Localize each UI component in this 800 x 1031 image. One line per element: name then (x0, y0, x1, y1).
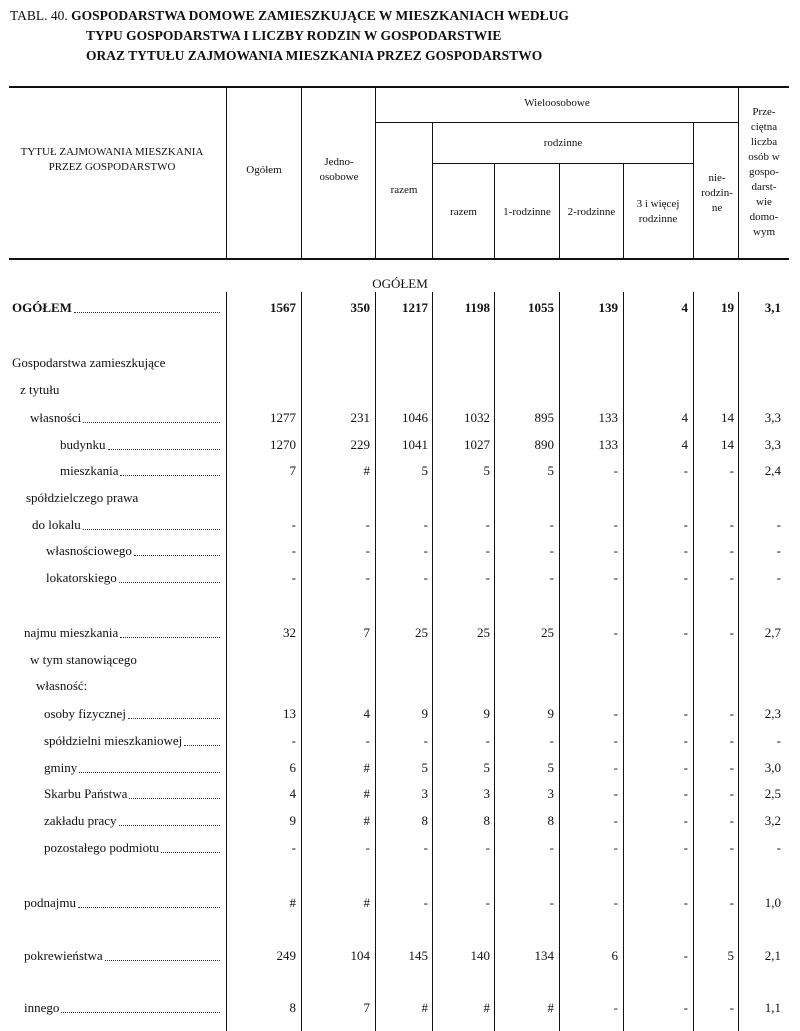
table-cell: 5 (547, 760, 554, 775)
row-label: zakładu pracy (44, 813, 117, 828)
table-cell: - (683, 706, 688, 721)
table-cell: - (683, 1000, 688, 1015)
table-cell: - (683, 463, 688, 478)
table-cell: 2,7 (764, 625, 781, 640)
table-cell: 140 (470, 948, 490, 963)
table-cell: 13 (283, 706, 296, 721)
table-cell: - (613, 463, 618, 478)
header-przecietna: Prze-ciętna liczba osób w gospo-darst-wie domo-wym (748, 105, 780, 238)
body-vline-5 (494, 292, 495, 1031)
leader-dots (128, 718, 220, 719)
table-cell: - (683, 840, 688, 855)
header-ogolem: Ogółem (246, 163, 282, 176)
table-cell: # (363, 760, 370, 775)
vline-8 (693, 122, 694, 259)
leader-dots (129, 798, 220, 799)
row-label: spółdzielni mieszkaniowej (44, 733, 183, 748)
row-label: najmu mieszkania (24, 625, 119, 640)
table-cell: - (613, 813, 618, 828)
leader-dots (134, 555, 220, 556)
table-cell: - (365, 840, 370, 855)
table-cell: - (683, 786, 688, 801)
table-cell: 19 (721, 300, 734, 315)
table-cell: - (423, 543, 428, 558)
table-cell: # (363, 786, 370, 801)
table-cell: - (613, 570, 618, 585)
table-cell: # (547, 1000, 554, 1015)
table-cell: # (289, 895, 296, 910)
table-cell: 4 (363, 706, 370, 721)
header-2-rodzinne: 2-rodzinne (567, 205, 616, 218)
leader-dots (61, 1012, 220, 1013)
table-cell: 2,3 (764, 706, 781, 721)
table-cell: 25 (541, 625, 554, 640)
table-cell: - (291, 517, 296, 532)
table-cell: - (683, 733, 688, 748)
table-cell: - (365, 733, 370, 748)
table-cell: # (483, 1000, 490, 1015)
leader-dots (108, 449, 220, 450)
row-label: własnościowego (46, 543, 132, 558)
table-cell: - (549, 840, 554, 855)
table-cell: - (423, 733, 428, 748)
table-cell: 5 (547, 463, 554, 478)
table-cell: 5 (421, 463, 428, 478)
table-cell: - (729, 570, 734, 585)
header-jedno: Jedno-osobowe (319, 156, 359, 183)
row-label: własność: (36, 678, 88, 693)
table-cell: - (549, 733, 554, 748)
table-cell: 1,0 (764, 895, 781, 910)
table-cell: - (683, 543, 688, 558)
table-cell: 3 (421, 786, 428, 801)
body-vline-8 (693, 292, 694, 1031)
table-cell: - (291, 570, 296, 585)
leader-dots (83, 422, 220, 423)
table-cell: 104 (350, 948, 370, 963)
table-cell: - (613, 1000, 618, 1015)
table-cell: 4 (289, 786, 296, 801)
header-3-rodzinne: 3 i więcej rodzinne (636, 198, 680, 225)
table-cell: - (683, 760, 688, 775)
table-cell: - (613, 786, 618, 801)
table-cell: - (485, 517, 490, 532)
table-cell: 32 (283, 625, 296, 640)
table-cell: 5 (727, 948, 734, 963)
row-label: własności (30, 410, 82, 425)
table-cell: 6 (611, 948, 618, 963)
header-stub: TYTUŁ ZAJMOWANIA MIESZKANIA PRZEZ GOSPODARSTWO (20, 146, 204, 173)
row-label: mieszkania (60, 463, 119, 478)
table-cell: 229 (350, 437, 370, 452)
row-label: Skarbu Państwa (44, 786, 128, 801)
leader-dots (120, 637, 220, 638)
table-cell: 3,3 (764, 437, 781, 452)
body-vline-2 (301, 292, 302, 1031)
row-label: osoby fizycznej (44, 706, 126, 721)
row-label: podnajmu (24, 895, 76, 910)
header-top-rule (9, 86, 789, 88)
table-cell: 4 (681, 437, 688, 452)
table-cell: 4 (681, 300, 688, 315)
table-cell: - (683, 517, 688, 532)
table-cell: 1567 (270, 300, 296, 315)
table-cell: 133 (598, 437, 618, 452)
table-cell: - (613, 895, 618, 910)
row-label: spółdzielczego prawa (26, 490, 139, 505)
table-cell: 9 (483, 706, 490, 721)
row-label: lokatorskiego (46, 570, 117, 585)
table-cell: 1198 (464, 300, 490, 315)
body-vline-3 (375, 292, 376, 1031)
leader-dots (83, 529, 220, 530)
table-cell: 6 (289, 760, 296, 775)
body-vline-9 (738, 292, 739, 1031)
table-cell: - (776, 840, 781, 855)
table-cell: - (729, 786, 734, 801)
table-cell: 133 (598, 410, 618, 425)
table-cell: - (291, 733, 296, 748)
leader-dots (119, 825, 220, 826)
table-cell: - (729, 706, 734, 721)
table-cell: - (613, 733, 618, 748)
table-cell: 3,2 (764, 813, 781, 828)
body-vline-1 (226, 292, 227, 1031)
row-label: z tytułu (20, 382, 60, 397)
table-cell: 3,1 (764, 300, 781, 315)
table-cell: - (729, 1000, 734, 1015)
table-cell: - (683, 813, 688, 828)
table-cell: 3,3 (764, 410, 781, 425)
header-razem: razem (390, 183, 418, 196)
leader-dots (105, 960, 220, 961)
table-cell: - (776, 570, 781, 585)
table-cell: # (363, 813, 370, 828)
row-label: Gospodarstwa zamieszkujące (12, 355, 166, 370)
table-cell: 7 (363, 1000, 370, 1015)
table-cell: 895 (534, 410, 554, 425)
table-cell: - (423, 570, 428, 585)
table-cell: 25 (477, 625, 490, 640)
table-cell: - (683, 570, 688, 585)
table-cell: 145 (408, 948, 428, 963)
header-rodzinne: rodzinne (543, 136, 583, 149)
table-cell: 134 (534, 948, 554, 963)
table-cell: # (363, 895, 370, 910)
table-cell: 9 (289, 813, 296, 828)
table-cell: 3 (483, 786, 490, 801)
table-cell: - (729, 625, 734, 640)
table-cell: 7 (289, 463, 296, 478)
vline-2 (301, 87, 302, 259)
table-cell: 2,1 (764, 948, 781, 963)
table-cell: 249 (276, 948, 296, 963)
title-line-3: ORAZ TYTUŁU ZAJMOWANIA MIESZKANIA PRZEZ GOSPODARSTWO (86, 48, 543, 63)
section-heading: OGÓŁEM (372, 276, 428, 291)
table-cell: 350 (350, 300, 370, 315)
table-cell: 8 (421, 813, 428, 828)
table-cell: - (776, 543, 781, 558)
table-cell: 1,1 (764, 1000, 781, 1015)
table-cell: - (613, 517, 618, 532)
table-cell: 3 (547, 786, 554, 801)
table-cell: - (683, 948, 688, 963)
header-rodzinne-rule (433, 163, 693, 164)
table-cell: - (485, 570, 490, 585)
table-cell: - (776, 517, 781, 532)
table-cell: - (613, 760, 618, 775)
table-cell: 4 (681, 410, 688, 425)
table-cell: 8 (483, 813, 490, 828)
table-cell: - (729, 543, 734, 558)
table-cell: - (549, 543, 554, 558)
table-cell: # (363, 463, 370, 478)
table-cell: - (729, 517, 734, 532)
table-cell: - (549, 570, 554, 585)
row-label: innego (24, 1000, 60, 1015)
table-cell: - (549, 517, 554, 532)
header-1-rodzinne: 1-rodzinne (503, 205, 551, 218)
table-cell: - (423, 895, 428, 910)
table-number: TABL. 40. (10, 8, 68, 23)
body-vline-6 (559, 292, 560, 1031)
row-label: OGÓŁEM (12, 300, 72, 315)
table-cell: - (291, 543, 296, 558)
leader-dots (120, 475, 220, 476)
title-line-2: TYPU GOSPODARSTWA I LICZBY RODZIN W GOSPODARSTWIE (86, 28, 502, 43)
leader-dots (78, 907, 220, 908)
table-cell: 14 (721, 437, 734, 452)
body-vline-7 (623, 292, 624, 1031)
table-cell: - (291, 840, 296, 855)
table-cell: - (485, 895, 490, 910)
table-cell: 139 (598, 300, 618, 315)
table-cell: 25 (415, 625, 428, 640)
row-label: gminy (44, 760, 78, 775)
table-cell: - (365, 517, 370, 532)
table-cell: - (365, 570, 370, 585)
table-cell: - (729, 813, 734, 828)
table-cell: - (423, 840, 428, 855)
table-cell: 3,0 (764, 760, 781, 775)
header-wielo: Wieloosobowe (524, 96, 590, 109)
row-label: pokrewieństwa (24, 948, 103, 963)
table-cell: - (729, 463, 734, 478)
table-cell: - (776, 733, 781, 748)
table-cell: 9 (547, 706, 554, 721)
table-cell: 231 (350, 410, 370, 425)
table-cell: 7 (363, 625, 370, 640)
table-cell: - (683, 625, 688, 640)
table-cell: - (485, 840, 490, 855)
row-label: pozostałego podmiotu (44, 840, 160, 855)
table-cell: 8 (547, 813, 554, 828)
row-label: w tym stanowiącego (30, 652, 137, 667)
table-cell: # (421, 1000, 428, 1015)
table-cell: - (613, 840, 618, 855)
table-cell: - (485, 733, 490, 748)
vline-7 (623, 163, 624, 259)
table-cell: 5 (421, 760, 428, 775)
table-cell: 1055 (528, 300, 554, 315)
table-cell: - (729, 895, 734, 910)
table-cell: 1277 (270, 410, 296, 425)
table-cell: - (549, 895, 554, 910)
header-wielo-rule (376, 122, 738, 123)
leader-dots (74, 312, 220, 313)
table-cell: 1270 (270, 437, 296, 452)
table-cell: - (613, 706, 618, 721)
title-text-1: GOSPODARSTWA DOMOWE ZAMIESZKUJĄCE W MIESZKANIACH WEDŁUG (71, 8, 569, 23)
header-rodz-razem: razem (450, 205, 477, 218)
leader-dots (119, 582, 220, 583)
row-label: do lokalu (32, 517, 81, 532)
table-cell: 5 (483, 463, 490, 478)
table-cell: 2,4 (764, 463, 781, 478)
table-cell: - (683, 895, 688, 910)
table-cell: 1217 (402, 300, 428, 315)
table-cell: - (613, 543, 618, 558)
table-cell: 9 (421, 706, 428, 721)
table-cell: - (729, 760, 734, 775)
table-cell: 5 (483, 760, 490, 775)
leader-dots (184, 745, 220, 746)
leader-dots (161, 852, 220, 853)
vline-9 (738, 87, 739, 259)
table-cell: - (729, 840, 734, 855)
body-vline-4 (432, 292, 433, 1031)
header-nierodzinne: nie-rodzin-ne (701, 171, 733, 214)
leader-dots (79, 772, 220, 773)
header-bottom-rule (9, 258, 789, 260)
table-cell: 1046 (402, 410, 428, 425)
table-cell: 1041 (402, 437, 428, 452)
table-cell: 8 (289, 1000, 296, 1015)
table-cell: - (729, 733, 734, 748)
table-cell: - (423, 517, 428, 532)
table-cell: 1032 (464, 410, 490, 425)
table-cell: - (613, 625, 618, 640)
table-cell: 890 (534, 437, 554, 452)
row-label: budynku (60, 437, 106, 452)
table-cell: - (365, 543, 370, 558)
table-cell: 14 (721, 410, 734, 425)
table-cell: - (485, 543, 490, 558)
table-cell: 2,5 (764, 786, 781, 801)
table-cell: 1027 (464, 437, 490, 452)
